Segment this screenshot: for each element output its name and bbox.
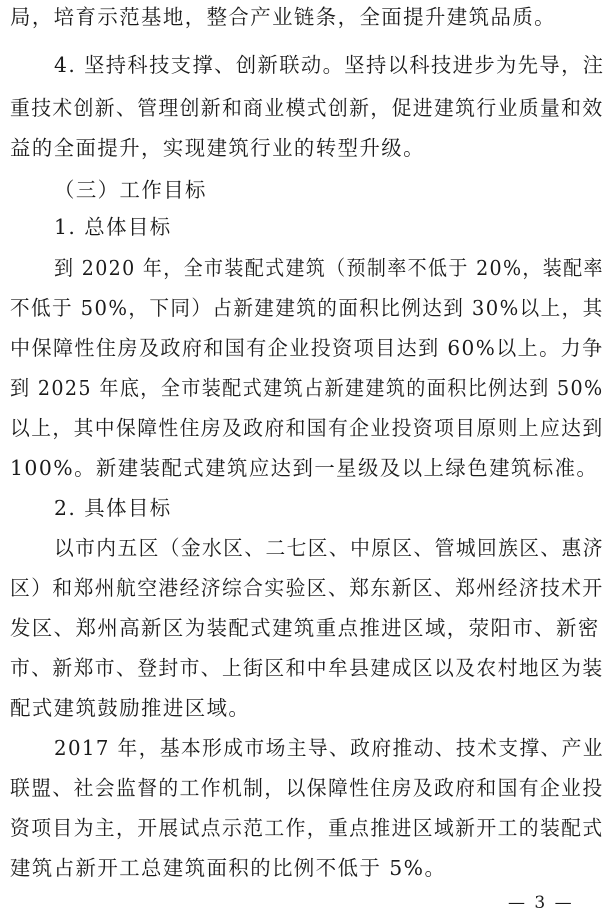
text-line: 到 2020 年，全市装配式建筑（预制率不低于 20%，装配率: [54, 256, 604, 280]
text-line: 局，培育示范基地，整合产业链条，全面提升建筑品质。: [10, 5, 557, 29]
text-line: 重技术创新、管理创新和商业模式创新，促进建筑行业质量和效: [10, 96, 604, 120]
text-line: 发区、郑州高新区为装配式建筑重点推进区域，荥阳市、新密: [10, 616, 600, 640]
text-line: 区）和郑州航空港经济综合实验区、郑东新区、郑州经济技术开: [10, 576, 604, 600]
text-line: 中保障性住房及政府和国有企业投资项目达到 60%以上。力争: [10, 336, 604, 360]
text-line: 不低于 50%，下同）占新建建筑的面积比例达到 30%以上，其: [10, 296, 604, 320]
text-line: 到 2025 年底，全市装配式建筑占新建建筑的面积比例达到 50%: [10, 376, 604, 400]
text-line: 联盟、社会监督的工作机制，以保障性住房及政府和国有企业投: [10, 776, 604, 800]
text-line: 益的全面提升，实现建筑行业的转型升级。: [10, 136, 425, 160]
text-line: 100%。新建装配式建筑应达到一星级及以上绿色建筑标准。: [10, 456, 599, 480]
text-line: 4. 坚持科技支撑、创新联动。坚持以科技进步为先导，注: [54, 53, 605, 77]
text-line: 建筑占新开工总建筑面积的比例不低于 5%。: [10, 856, 447, 880]
subsection-heading: 1. 总体目标: [54, 215, 172, 239]
text-line: 以上，其中保障性住房及政府和国有企业投资项目原则上应达到: [10, 416, 604, 440]
text-line: 配式建筑鼓励推进区域。: [10, 696, 251, 720]
text-line: 资项目为主，开展试点示范工作，重点推进区域新开工的装配式: [10, 816, 604, 840]
section-heading: （三）工作目标: [54, 178, 207, 202]
text-line: 以市内五区（金水区、二七区、中原区、管城回族区、惠济: [54, 536, 604, 560]
text-line: 2017 年，基本形成市场主导、政府推动、技术支撑、产业: [54, 736, 604, 760]
page-number: — 3 —: [508, 893, 574, 913]
text-line: 市、新郑市、登封市、上街区和中牟县建成区以及农村地区为装: [10, 656, 604, 680]
subsection-heading: 2. 具体目标: [54, 496, 172, 520]
